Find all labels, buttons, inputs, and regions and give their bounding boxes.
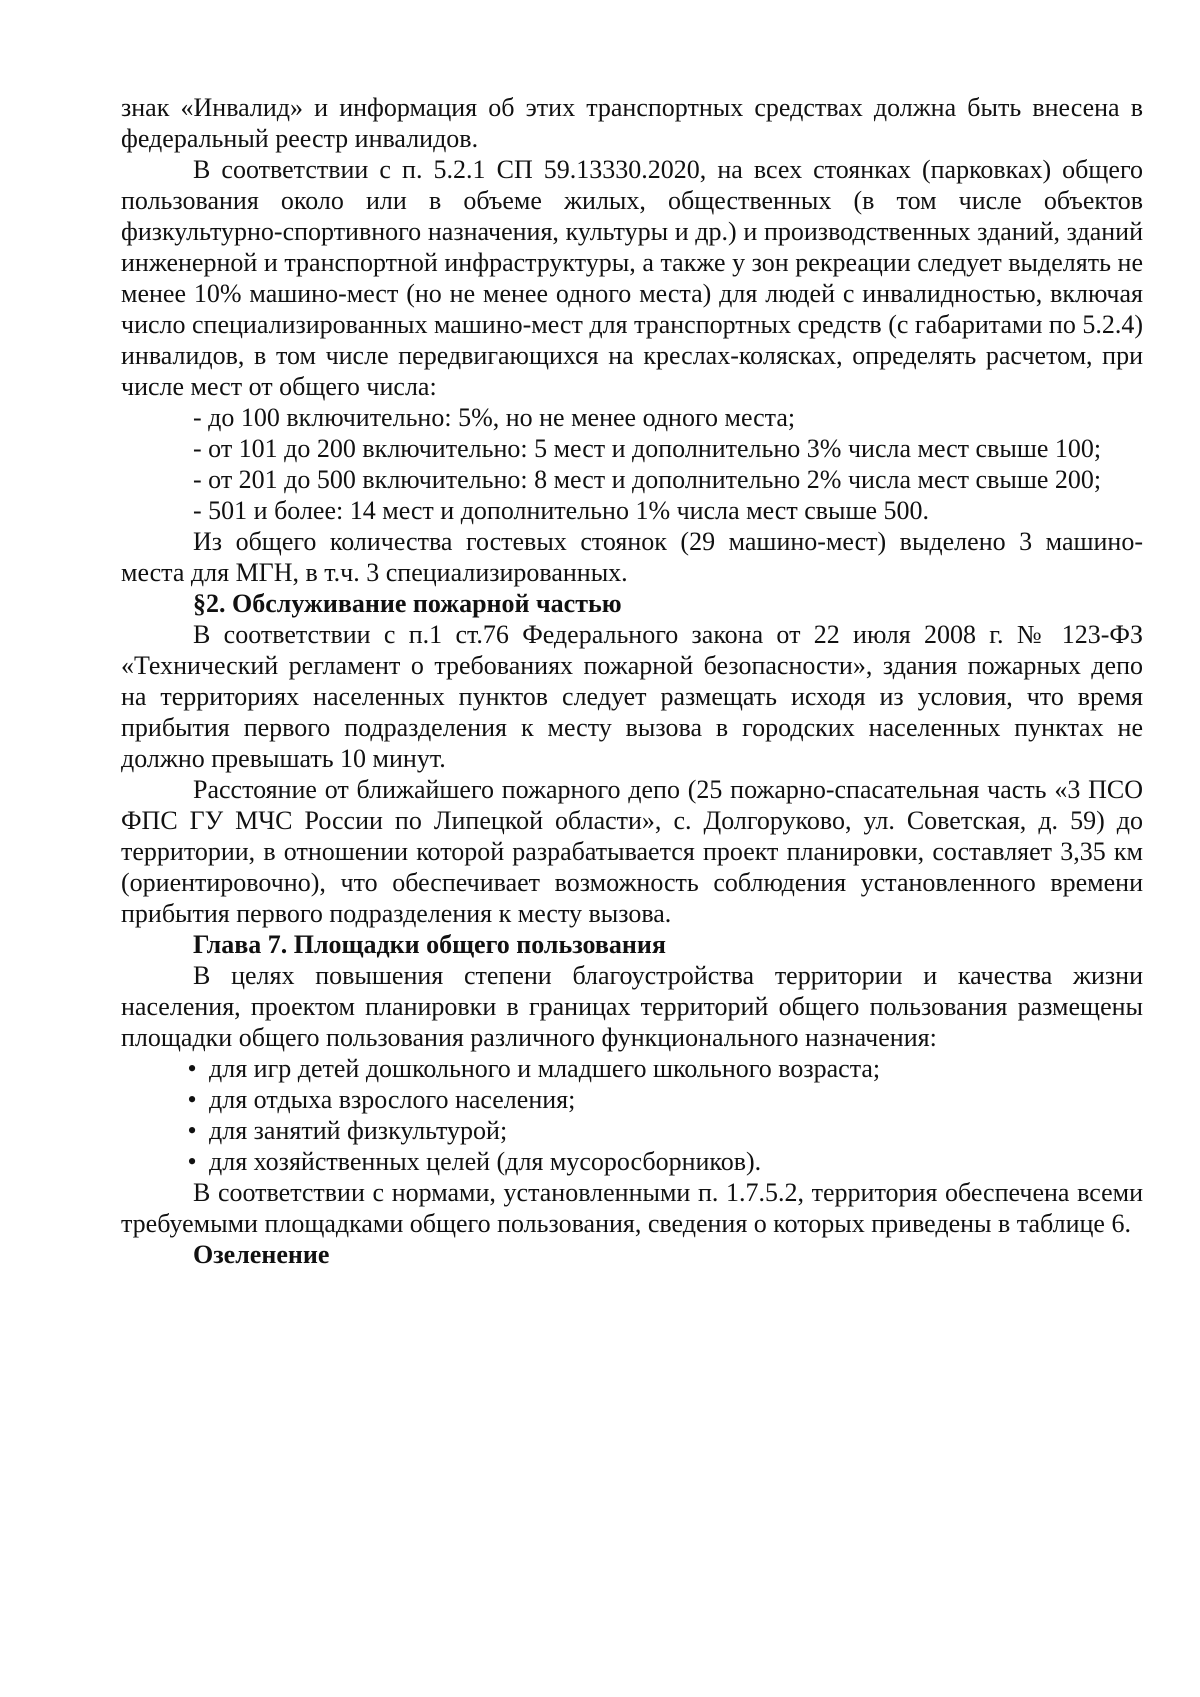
subheading-landscaping: Озеленение — [193, 1240, 330, 1269]
public-areas-list — [121, 1053, 1143, 1177]
paragraph-guest-parking: Из общего количества гостевых стоянок (29 машино-мест) выделено 3 машино-места для МГН, в т.ч. 3 специализированных. — [121, 527, 1143, 587]
paragraph-public-areas-intro: В целях повышения степени благоустройства территории и качества жизни населения, проектом планировки в границах территорий общего пользования размещены площадки общего пользования различного функционального назначения: — [121, 961, 1143, 1052]
bullet-icon: • — [187, 1116, 197, 1145]
list-item-text: для игр детей дошкольного и младшего школьного возраста; — [209, 1054, 881, 1083]
paragraph-public-areas-norms: В соответствии с нормами, установленными п. 1.7.5.2, территория обеспечена всеми требуемыми площадками общего пользования, сведения о которых приведены в таблице 6. — [121, 1178, 1143, 1238]
paragraph-disabled-sign: знак «Инвалид» и информация об этих транспортных средствах должна быть внесена в федеральный реестр инвалидов. — [121, 93, 1143, 153]
document-page — [121, 92, 1143, 1270]
dash-item-3: - от 201 до 500 включительно: 8 мест и дополнительно 2% числа мест свыше 200; — [193, 465, 1102, 494]
list-item — [121, 1084, 1143, 1115]
list-item-text: для занятий физкультурой; — [209, 1116, 508, 1145]
bullet-icon: • — [187, 1054, 197, 1083]
chapter-heading-public-areas: Глава 7. Площадки общего пользования — [193, 930, 666, 959]
paragraph-parking-norms: В соответствии с п. 5.2.1 СП 59.13330.2020, на всех стоянках (парковках) общего пользования около или в объеме жилых, общественных (в том числе объектов физкультурно-спортивного назначения, культуры и др.) и производственных зданий, зданий инженерной и транспортной инфраструктуры, а также у зон рекреации следует выделять не менее 10% машино-мест (но не менее одного места) для людей с инвалидностью, включая число специализированных машино-мест для транспортных средств (с габаритами по 5.2.4) инвалидов, в том числе передвигающихся на креслах-колясках, определять расчетом, при числе мест от общего числа: — [121, 155, 1143, 401]
section-heading-fire-service: §2. Обслуживание пожарной частью — [193, 589, 622, 618]
list-item — [121, 1146, 1143, 1177]
list-item — [121, 1115, 1143, 1146]
bullet-icon: • — [187, 1085, 197, 1114]
paragraph-fire-distance: Расстояние от ближайшего пожарного депо (25 пожарно-спасательная часть «3 ПСО ФПС ГУ МЧС России по Липецкой области», с. Долгоруково, ул. Советская, д. 59) до территории, в отношении которой разрабатывается проект планировки, составляет 3,35 км (ориентировочно), что обеспечивает возможность соблюдения установленного времени прибытия первого подразделения к месту вызова. — [121, 775, 1143, 928]
dash-item-2: - от 101 до 200 включительно: 5 мест и дополнительно 3% числа мест свыше 100; — [193, 434, 1102, 463]
list-item — [121, 1053, 1143, 1084]
paragraph-fire-law: В соответствии с п.1 ст.76 Федерального закона от 22 июля 2008 г. № 123-ФЗ «Технический регламент о требованиях пожарной безопасности», здания пожарных депо на территориях населенных пунктов следует размещать исходя из условия, что время прибытия первого подразделения к месту вызова в городских населенных пунктах не должно превышать 10 минут. — [121, 620, 1143, 773]
dash-item-1: - до 100 включительно: 5%, но не менее одного места; — [193, 403, 796, 432]
list-item-text: для отдыха взрослого населения; — [209, 1085, 576, 1114]
list-item-text: для хозяйственных целей (для мусоросборников). — [209, 1147, 762, 1176]
bullet-icon: • — [187, 1147, 197, 1176]
dash-item-4: - 501 и более: 14 мест и дополнительно 1% числа мест свыше 500. — [193, 496, 930, 525]
